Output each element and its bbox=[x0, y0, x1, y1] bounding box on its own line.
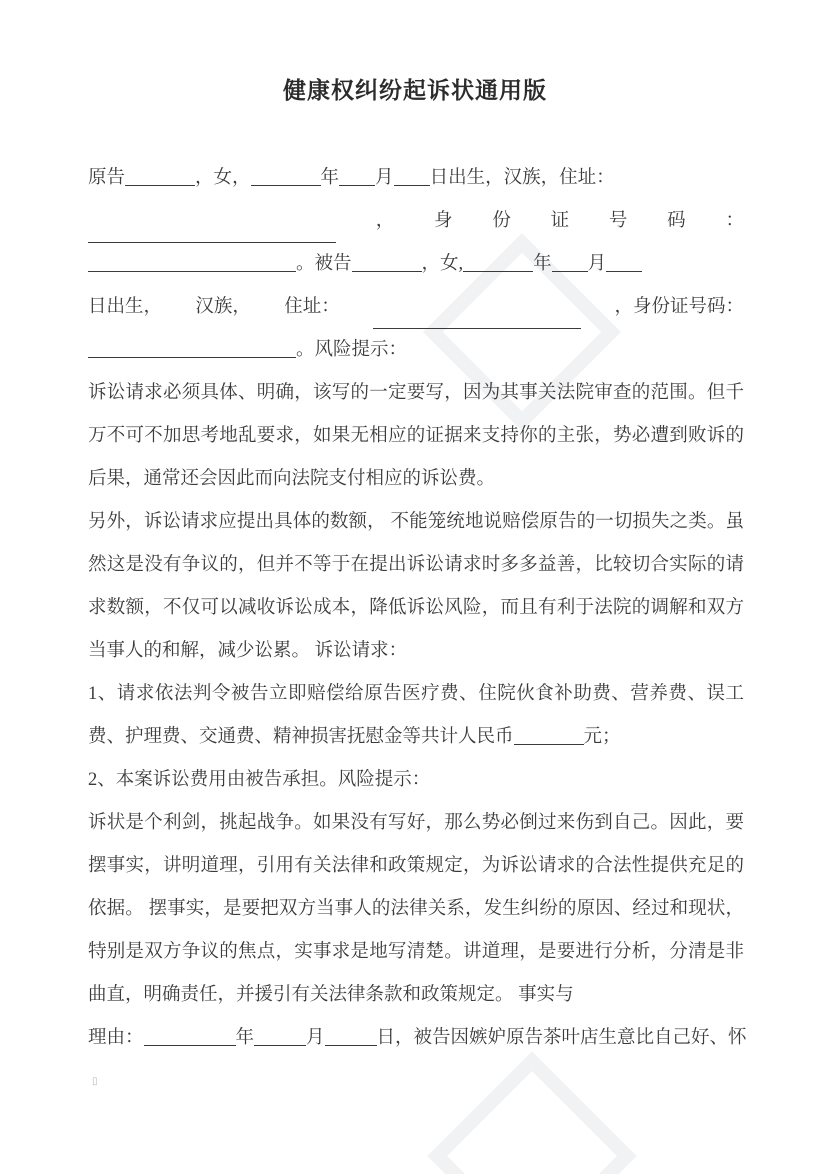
plaintiff-birth-year-blank[interactable] bbox=[251, 185, 321, 186]
plaintiff-name-blank[interactable] bbox=[125, 185, 195, 186]
defendant-birth-day-blank[interactable] bbox=[606, 271, 642, 272]
id-label-char-2: 份 bbox=[492, 211, 511, 231]
year-label: 年 bbox=[320, 168, 340, 188]
page-marker: ▯ bbox=[92, 1076, 98, 1087]
defendant-line-2 bbox=[88, 286, 744, 329]
claim-item-1-text: 1、请求依法判令被告立即赔偿给原告医疗费、住院伙食补助费、营养费、误工费、护理费、交通费、精神损害抚慰金等共计人民币 bbox=[88, 684, 744, 747]
claim-item-2: 2、本案诉讼费用由被告承担。风险提示： bbox=[88, 770, 431, 790]
defendant-year-label: 年 bbox=[533, 254, 552, 274]
risk-notice-line bbox=[88, 329, 744, 372]
defendant-line-1 bbox=[88, 243, 744, 286]
defendant-id-blank[interactable] bbox=[88, 357, 296, 358]
incident-month-blank[interactable] bbox=[254, 1045, 306, 1046]
claim-item-1-unit: 元； bbox=[583, 727, 621, 747]
page-title: 健康权纠纷起诉状通用版 bbox=[283, 77, 547, 103]
plaintiff-line-1 bbox=[88, 157, 744, 200]
incident-year-label: 年 bbox=[235, 1028, 255, 1048]
plaintiff-line-2 bbox=[88, 200, 744, 243]
plaintiff-address-blank[interactable] bbox=[88, 200, 336, 243]
defendant-month-label: 月 bbox=[587, 254, 607, 274]
claim-amount-blank[interactable] bbox=[514, 744, 584, 745]
plaintiff-birth-month-blank[interactable] bbox=[339, 185, 375, 186]
incident-month-label: 月 bbox=[306, 1028, 325, 1048]
defendant-address-blank[interactable] bbox=[373, 286, 581, 329]
id-label-colon: ： bbox=[725, 211, 744, 231]
incident-description-text: 日，被告因嫉妒原告茶叶店生意比自己好、怀 bbox=[376, 1028, 747, 1048]
id-label-char-3: 证 bbox=[550, 211, 570, 231]
plaintiff-gender-text: ，女， bbox=[195, 168, 251, 188]
claim-item-1 bbox=[88, 673, 744, 759]
defendant-label: 。被告 bbox=[296, 254, 352, 274]
incident-year-blank[interactable] bbox=[144, 1045, 236, 1046]
plaintiff-label: 原告 bbox=[88, 168, 126, 188]
plaintiff-id-blank[interactable] bbox=[88, 271, 296, 272]
plaintiff-birth-address-text: 日出生，汉族，住址： bbox=[429, 168, 615, 188]
paragraph-claim-amount: 另外，诉讼请求应提出具体的数额， 不能笼统地说赔偿原告的一切损失之类。虽然这是没有争议的，但并不等于在提出诉讼请求时多多益善，比较切合实际的请求数额，不仅可以减收诉讼成本，降低诉讼风险，而且有利于法院的调解和双方当事人的和解，减少讼累。 诉讼请求： bbox=[88, 512, 744, 661]
month-label: 月 bbox=[375, 168, 394, 188]
paragraph-claim-requirements: 诉讼请求必须具体、明确，该写的一定要写，因为其事关法院审查的范围。但千万不可不加思考地乱要求，如果无相应的证据来支持你的主张，势必遭到败诉的后果，通常还会因此而向法院支付相应的诉讼费。 bbox=[88, 383, 744, 489]
id-label-char-1: 身 bbox=[434, 211, 453, 231]
incident-day-blank[interactable] bbox=[325, 1045, 377, 1046]
reason-label: 理由： bbox=[88, 1028, 144, 1048]
defendant-birth-year-blank[interactable] bbox=[463, 271, 533, 272]
defendant-gender-text: ，女, bbox=[421, 254, 464, 274]
defendant-address-label: 住址： bbox=[284, 297, 340, 317]
defendant-ethnicity-text: 汉族， bbox=[195, 297, 251, 317]
comma-separator: ， bbox=[375, 211, 395, 231]
document-body bbox=[88, 157, 747, 1060]
defendant-birth-text: 日出生， bbox=[88, 297, 163, 317]
defendant-birth-month-blank[interactable] bbox=[552, 271, 588, 272]
defendant-id-label: ，身份证号码： bbox=[614, 297, 744, 317]
facts-and-reasons-line bbox=[88, 1017, 747, 1060]
id-label-char-5: 码 bbox=[667, 211, 686, 231]
plaintiff-birth-day-blank[interactable] bbox=[394, 185, 430, 186]
id-label-char-4: 号 bbox=[608, 211, 628, 231]
defendant-name-blank[interactable] bbox=[352, 271, 422, 272]
paragraph-writing-advice: 诉状是个利剑，挑起战争。如果没有写好，那么势必倒过来伤到自己。因此，要摆事实，讲明道理，引用有关法律和政策规定，为诉讼请求的合法性提供充足的依据。 摆事实，是要把双方当事人的法律关系，发生纠纷的原因、经过和现状， 特别是双方争议的焦点，实事求是地写清楚。讲道理，是要进行分析，分清是非曲直，明确责任，并援引有关法律条款和政策规定。 事实与 bbox=[88, 813, 744, 1005]
risk-notice-label: 。风险提示： bbox=[296, 340, 408, 360]
